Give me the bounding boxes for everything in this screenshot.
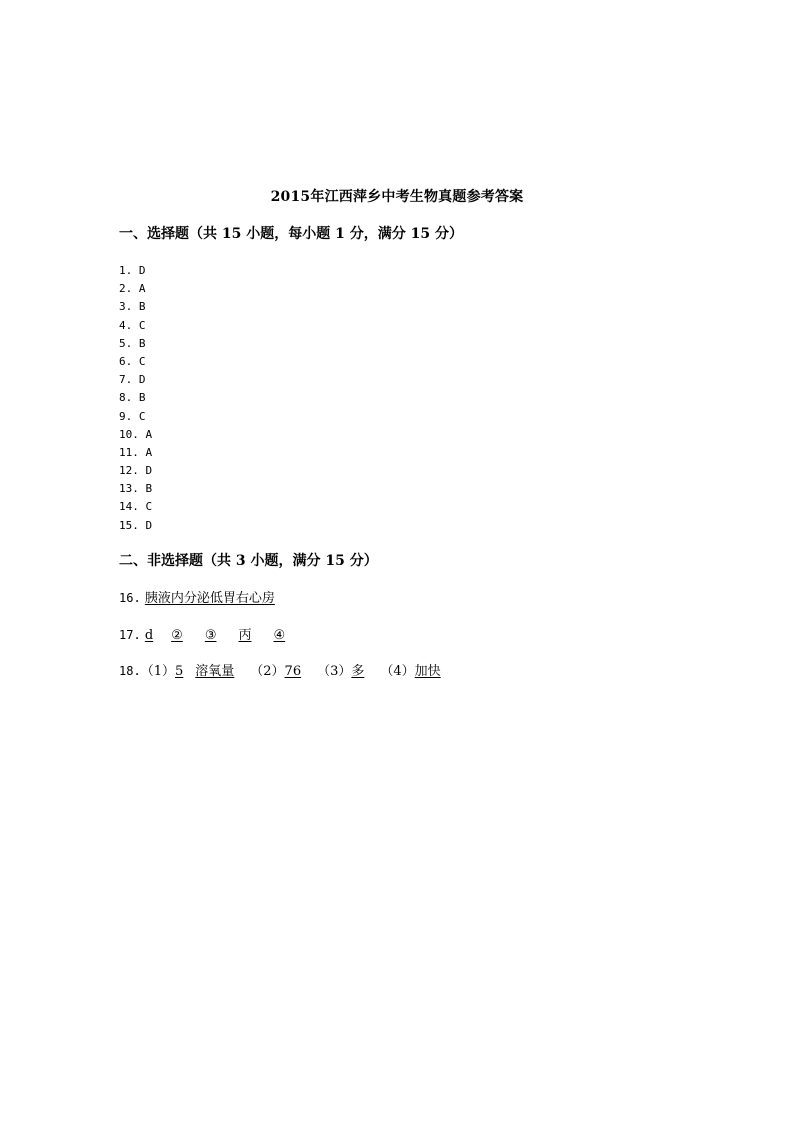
list-item: 14. C xyxy=(119,500,153,514)
question-number: 18. xyxy=(119,664,141,678)
part-3-label: （3） xyxy=(317,664,352,679)
document-title: 2015年江西萍乡中考生物真题参考答案 xyxy=(270,189,524,205)
list-item: 1. D xyxy=(119,264,146,277)
list-item: 6. C xyxy=(119,354,146,368)
question-number: 17. xyxy=(119,628,141,642)
part-4-label: （4） xyxy=(380,664,415,679)
list-item: 9. C xyxy=(119,409,146,423)
list-item: 13. B xyxy=(119,482,153,496)
question-17-answer-line xyxy=(119,624,285,643)
part-2-answer: 76 xyxy=(284,664,302,679)
list-item: 10. A xyxy=(119,427,153,441)
section-heading-non-choice: 二、非选择题（共 3 小题，满分 15 分） xyxy=(119,553,378,569)
question-number: 16. xyxy=(119,591,141,605)
list-item: 2. A xyxy=(119,282,146,296)
answer-blanks: d ② ③ 丙 ④ xyxy=(144,628,286,643)
multiple-choice-answer-list xyxy=(119,262,152,535)
list-item: 3. B xyxy=(119,300,146,314)
section-heading-multiple-choice: 一、选择题（共 15 小题，每小题 1 分，满分 15 分） xyxy=(119,226,463,242)
list-item: 8. B xyxy=(119,391,146,405)
list-item: 7. D xyxy=(119,373,146,387)
part-4-answer: 加快 xyxy=(414,664,441,679)
list-item: 4. C xyxy=(119,318,146,332)
list-item: 11. A xyxy=(119,445,153,459)
part-3-answer: 多 xyxy=(351,664,365,679)
list-item: 12. D xyxy=(119,464,153,478)
list-item: 15. D xyxy=(119,518,153,532)
list-item: 5. B xyxy=(119,336,146,350)
part-1-answer: 5 溶氧量 xyxy=(174,664,235,679)
question-18-answer-line xyxy=(119,660,441,679)
part-1-label: （1） xyxy=(140,664,175,679)
part-2-label: （2） xyxy=(250,664,285,679)
answer-text: 胰液内分泌低胃右心房 xyxy=(144,591,275,606)
question-16-answer-line xyxy=(119,587,275,606)
